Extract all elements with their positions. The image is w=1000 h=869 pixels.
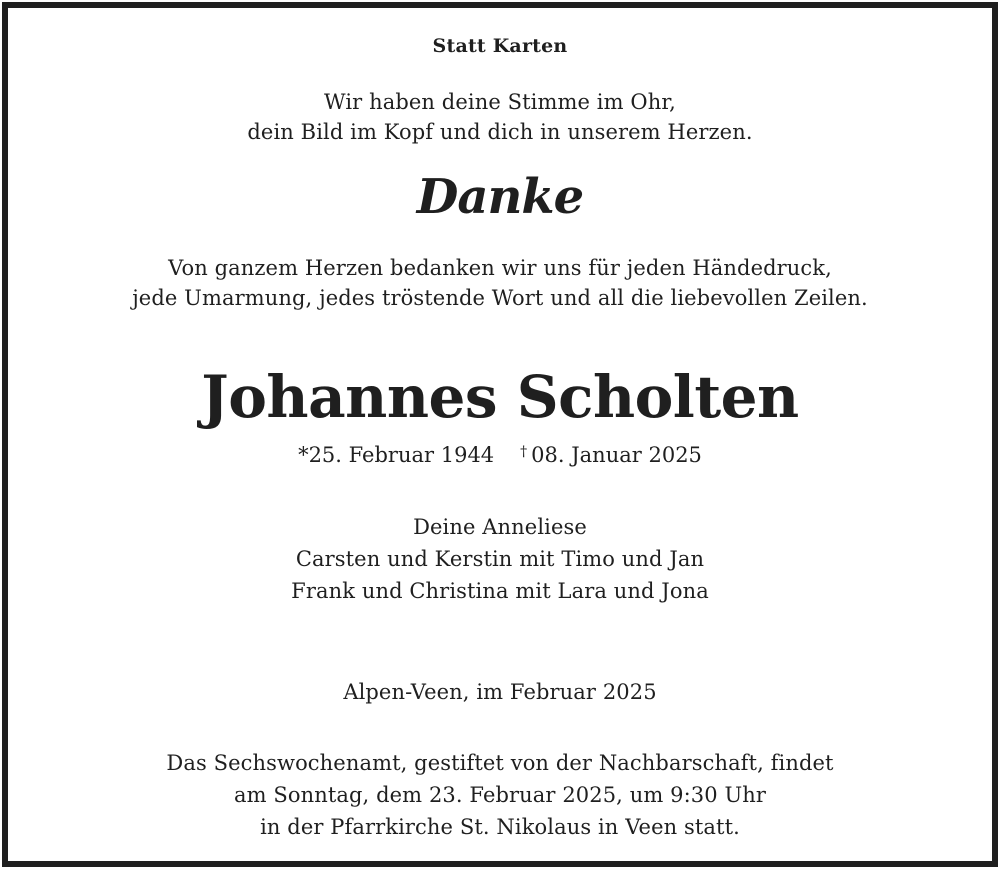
thanks-heading: Danke <box>416 169 584 225</box>
service-line-3: in der Pfarrkirche St. Nikolaus in Veen statt. <box>260 815 740 839</box>
intro-line-1: Wir haben deine Stimme im Ohr, <box>324 90 676 114</box>
birth-date: *25. Februar 1944 <box>298 443 495 467</box>
service-line-1: Das Sechswochenamt, gestiftet von der Nachbarschaft, findet <box>166 751 834 775</box>
family-line-2: Carsten und Kerstin mit Timo und Jan <box>295 547 705 571</box>
obituary-notice <box>2 2 998 867</box>
intro-line-2: dein Bild im Kopf und dich in unserem Herzen. <box>247 120 753 144</box>
family-line-1: Deine Anneliese <box>413 515 587 539</box>
place-date: Alpen-Veen, im Februar 2025 <box>343 680 657 704</box>
cross-symbol: † <box>520 444 528 460</box>
thanks-line-2: jede Umarmung, jedes tröstende Wort und all die liebevollen Zeilen. <box>132 286 868 310</box>
notice-heading: Statt Karten <box>432 35 568 57</box>
death-date: 08. Januar 2025 <box>531 443 702 467</box>
service-line-2: am Sonntag, dem 23. Februar 2025, um 9:30 Uhr <box>233 783 767 807</box>
life-dates <box>8 443 992 467</box>
deceased-name: Johannes Scholten <box>201 363 799 431</box>
thanks-line-1: Von ganzem Herzen bedanken wir uns für jeden Händedruck, <box>168 256 832 280</box>
family-line-3: Frank und Christina mit Lara und Jona <box>291 579 709 603</box>
